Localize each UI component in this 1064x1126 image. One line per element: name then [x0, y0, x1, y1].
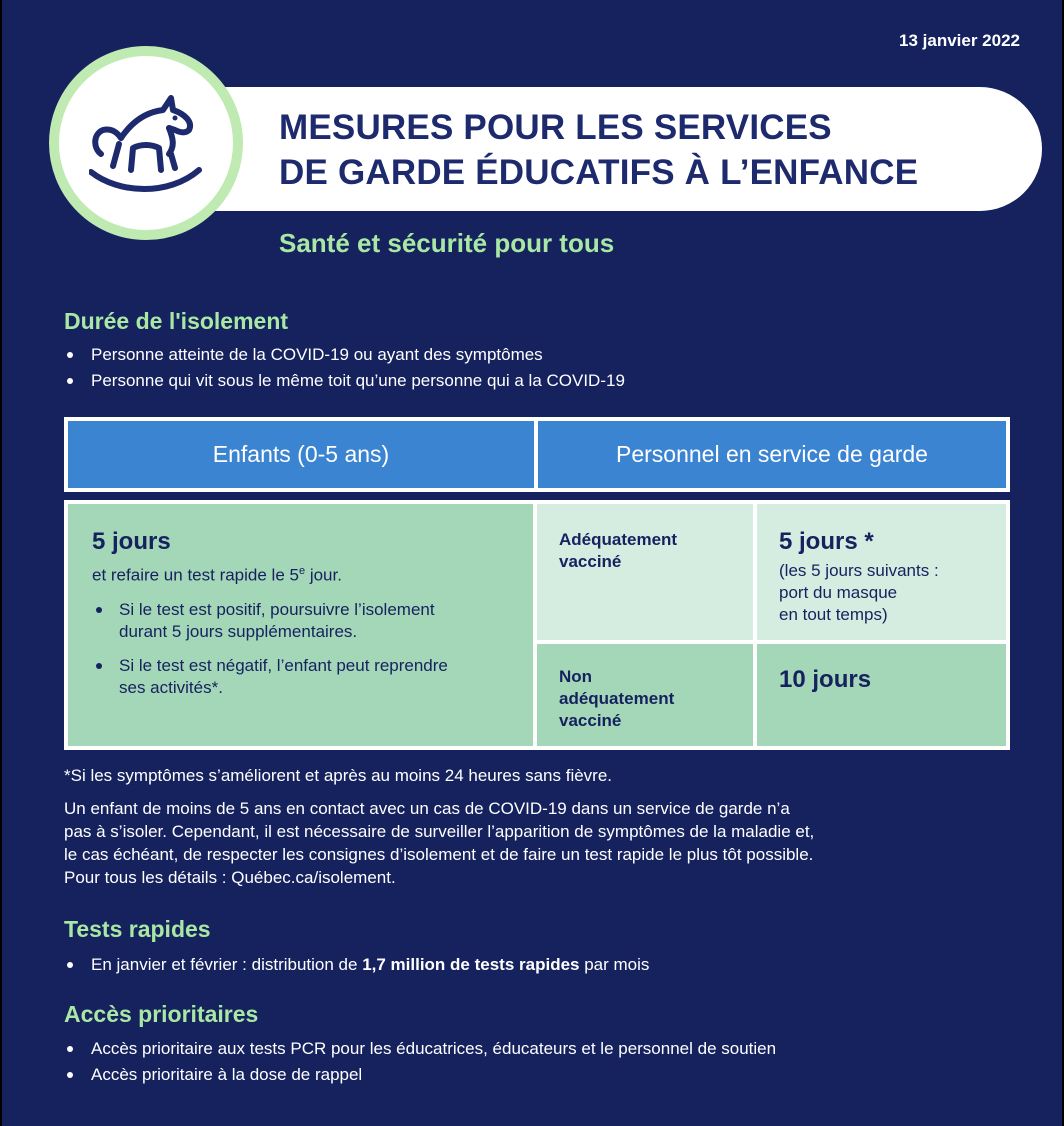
poster — [2, 0, 1062, 1126]
list-item: Personne atteinte de la COVID-19 ou ayant des symptômes — [64, 342, 625, 368]
children-duration: 5 jours — [92, 528, 171, 555]
header-staff: Personnel en service de garde — [538, 421, 1006, 488]
list-item: Accès prioritaire à la dose de rappel — [64, 1062, 776, 1088]
vaccinated-status: Adéquatement vacciné — [559, 530, 678, 571]
table-header — [64, 417, 1010, 492]
date: 13 janvier 2022 — [899, 31, 1020, 50]
footnote: *Si les symptômes s’améliorent et après au moins 24 heures sans fièvre. — [64, 766, 613, 785]
vaccinated-label-cell — [537, 504, 753, 640]
vaccinated-duration: 5 jours * — [779, 528, 874, 555]
unvaccinated-label-cell — [537, 644, 753, 746]
unvaccinated-status: Non adéquatement vacciné — [559, 667, 675, 730]
list-item: Personne qui vit sous le même toit qu’une personne qui a la COVID-19 — [64, 368, 625, 394]
page-title: MESURES POUR LES SERVICES DE GARDE ÉDUCATIFS À L’ENFANCE — [279, 108, 919, 192]
tests-text: En janvier et février : distribution de — [91, 955, 363, 974]
subtitle: Santé et sécurité pour tous — [279, 228, 615, 258]
logo-badge — [49, 46, 243, 240]
list-item: Accès prioritaire aux tests PCR pour les éducatrices, éducateurs et le personnel de soutien — [64, 1036, 776, 1062]
isolation-heading: Durée de l'isolement — [64, 308, 289, 334]
isolation-list — [64, 342, 625, 394]
tests-list — [64, 952, 649, 978]
rocking-horse-icon — [89, 90, 203, 196]
contact-paragraph: Un enfant de moins de 5 ans en contact avec un cas de COVID-19 dans un service de garde n’a pas à s’isoler. Cependant, il est nécessaire de surveiller l’apparition de symptômes de la maladie et, le cas échéant, de respecter les consignes d’isolement et de faire un test rapide le plus tôt possible. Pour tous les détails : Québec.ca/isolement. — [64, 799, 815, 887]
note-sup: e — [298, 565, 306, 577]
unvaccinated-duration-cell — [757, 644, 1006, 746]
unvaccinated-duration: 10 jours — [779, 666, 872, 693]
children-rules — [92, 599, 509, 699]
priority-list — [64, 1036, 776, 1088]
children-cell — [68, 504, 533, 746]
list-item: Si le test est positif, poursuivre l’isolement durant 5 jours supplémentaires. — [92, 599, 509, 643]
tests-heading: Tests rapides — [64, 916, 211, 942]
isolation-table — [64, 500, 1010, 750]
list-item — [64, 952, 649, 978]
tests-suffix: par mois — [579, 955, 650, 974]
note-text: et refaire un test rapide le 5 — [92, 565, 299, 585]
priority-heading: Accès prioritaires — [64, 1001, 259, 1027]
note-suffix: jour. — [305, 565, 342, 585]
vaccinated-note: (les 5 jours suivants : port du masque en tout temps) — [779, 561, 939, 624]
list-item: Si le test est négatif, l’enfant peut reprendre ses activités*. — [92, 655, 509, 699]
vaccinated-duration-cell — [757, 504, 1006, 640]
children-note — [92, 560, 509, 587]
header-children: Enfants (0-5 ans) — [68, 421, 534, 488]
tests-highlight: 1,7 million de tests rapides — [362, 955, 580, 974]
